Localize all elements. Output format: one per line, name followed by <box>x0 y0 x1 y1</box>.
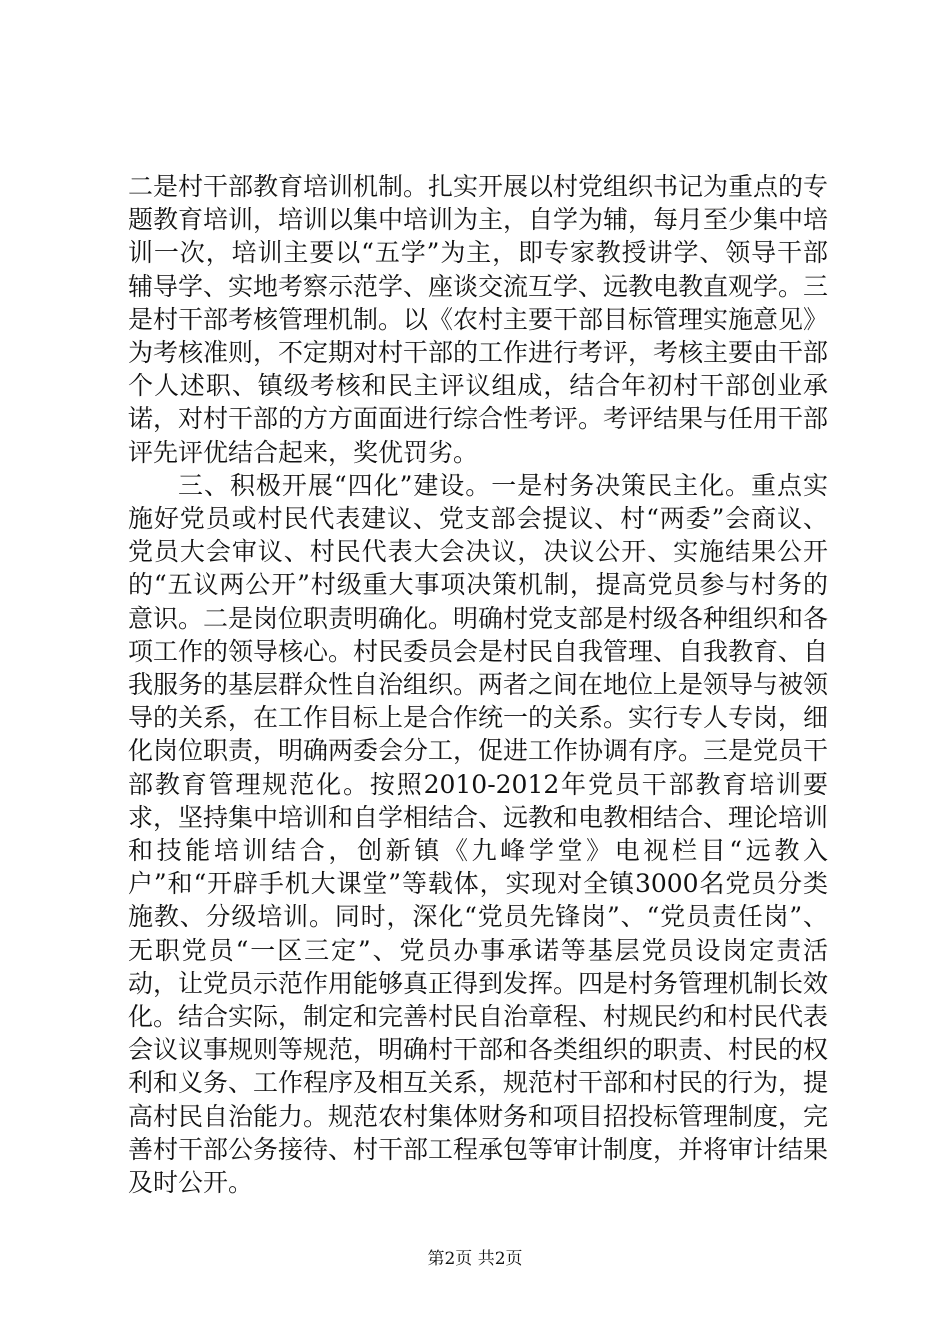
document-body <box>128 170 828 1199</box>
paragraph-1: 二是村干部教育培训机制。扎实开展以村党组织书记为重点的专题教育培训，培训以集中培训为主，自学为辅，每月至少集中培训一次，培训主要以“五学”为主，即专家教授讲学、领导干部辅导学、实地考察示范学、座谈交流互学、远教电教直观学。三是村干部考核管理机制。以《农村主要干部目标管理实施意见》为考核准则，不定期对村干部的工作进行考评，考核主要由干部个人述职、镇级考核和民主评议组成，结合年初村干部创业承诺，对村干部的方方面面进行综合性考评。考评结果与任用干部评先评优结合起来，奖优罚劣。 <box>128 172 829 467</box>
page-footer: 第2页 共2页 <box>427 1249 523 1269</box>
paragraph-2: 三、积极开展“四化”建设。一是村务决策民主化。重点实施好党员或村民代表建议、党支部会提议、村“两委”会商议、党员大会审议、村民代表大会决议，决议公开、实施结果公开的“五议两公开”村级重大事项决策机制，提高党员参与村务的意识。二是岗位职责明确化。明确村党支部是村级各种组织和各项工作的领导核心。村民委员会是村民自我管理、自我教育、自我服务的基层群众性自治组织。两者之间在地位上是领导与被领导的关系，在工作目标上是合作统一的关系。实行专人专岗，细化岗位职责，明确两委会分工，促进工作协调有序。三是党员干部教育管理规范化。按照2010-2012年党员干部教育培训要求，坚持集中培训和自学相结合、远教和电教相结合、理论培训和技能培训结合，创新镇《九峰学堂》电视栏目“远教入户”和“开辟手机大课堂”等载体，实现对全镇3000名党员分类施教、分级培训。同时，深化“党员先锋岗”、“党员责任岗”、无职党员“一区三定”、党员办事承诺等基层党员设岗定责活动，让党员示范作用能够真正得到发挥。四是村务管理机制长效化。结合实际，制定和完善村民自治章程、村规民约和村民代表会议议事规则等规范，明确村干部和各类组织的职责、村民的权利和义务、工作程序及相互关系，规范村干部和村民的行为，提高村民自治能力。规范农村集体财务和项目招投标管理制度，完善村干部公务接待、村干部工程承包等审计制度，并将审计结果及时公开。 <box>128 470 829 1198</box>
